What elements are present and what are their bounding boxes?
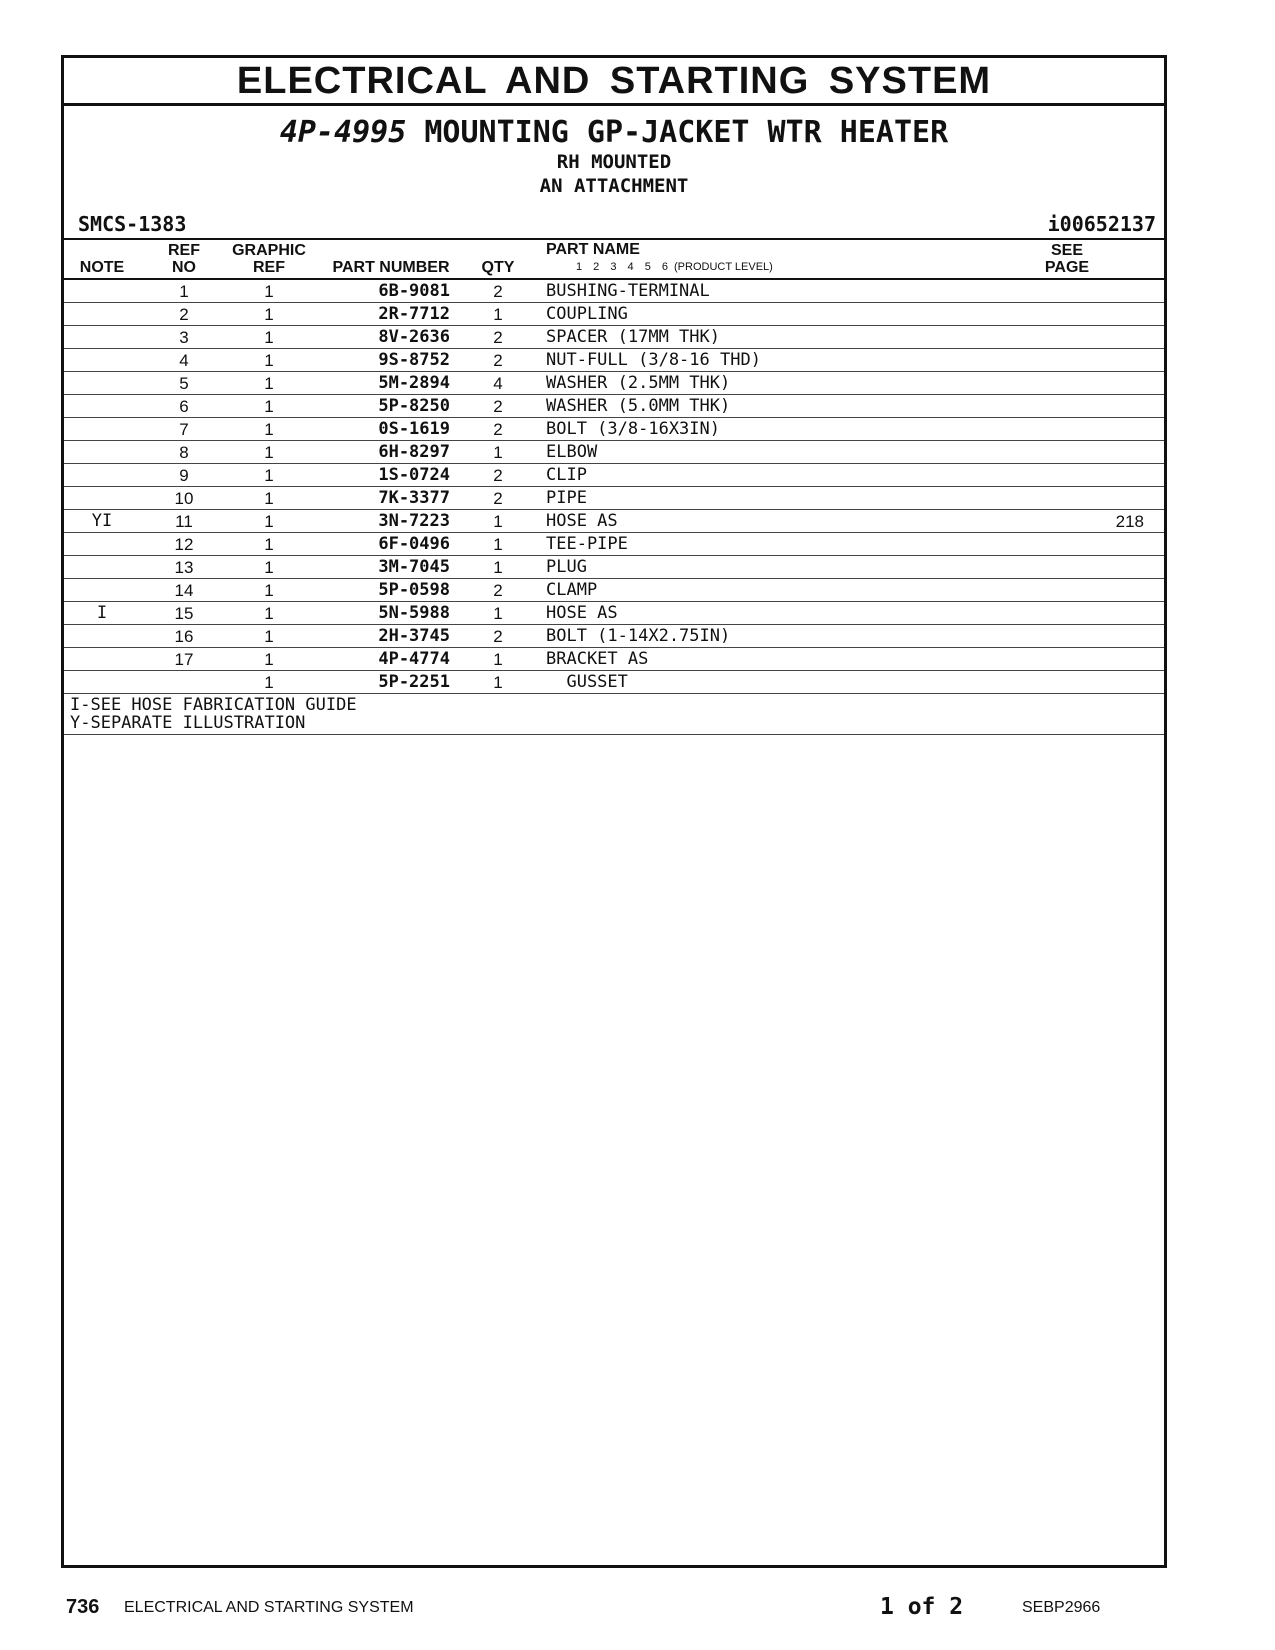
part-name-cell: ELBOW <box>546 442 598 462</box>
table-row <box>64 395 1164 418</box>
part-number-cell: 5P-8250 <box>378 396 450 416</box>
part-number-cell: 6H-8297 <box>378 442 450 462</box>
table-row <box>64 579 1164 602</box>
table-row <box>64 602 1164 625</box>
table-header <box>64 240 1164 280</box>
graphic-ref-cell: 1 <box>264 374 274 393</box>
col-see-top: SEE <box>1050 242 1083 259</box>
col-ref <box>159 242 209 276</box>
ref-no-cell: 16 <box>174 627 194 646</box>
col-qty: QTY <box>481 259 515 276</box>
col-see-page <box>1032 242 1102 276</box>
part-number-cell: 7K-3377 <box>378 488 450 508</box>
table-row <box>64 280 1164 303</box>
ref-no-cell: 1 <box>179 282 189 301</box>
ref-no-cell: 4 <box>179 351 189 370</box>
group-subtitle-2: AN ATTACHMENT <box>539 175 689 197</box>
part-number-cell: 5N-5988 <box>378 603 450 623</box>
graphic-ref-cell: 1 <box>264 581 274 600</box>
ref-no-cell: 11 <box>175 512 193 531</box>
part-name-cell: CLIP <box>546 465 587 485</box>
table-row <box>64 464 1164 487</box>
footer-section: ELECTRICAL AND STARTING SYSTEM <box>124 1599 414 1616</box>
part-number-cell: 6B-9081 <box>378 281 450 301</box>
qty-cell: 2 <box>493 351 503 370</box>
part-number-cell: 0S-1619 <box>378 419 450 439</box>
col-part-name: PART NAME <box>546 241 640 258</box>
group-number: 4P-4995 <box>279 115 407 150</box>
graphic-ref-cell: 1 <box>264 282 274 301</box>
note-cell: YI <box>91 511 113 531</box>
part-number-cell: 6F-0496 <box>378 534 450 554</box>
part-number-cell: 1S-0724 <box>378 465 450 485</box>
note-line: Y-SEPARATE ILLUSTRATION <box>70 713 306 733</box>
part-name-cell: TEE-PIPE <box>546 534 628 554</box>
parts-table-body <box>64 280 1164 694</box>
part-name-cell: BRACKET AS <box>546 649 649 669</box>
table-row <box>64 510 1164 533</box>
col-note: NOTE <box>79 259 125 276</box>
ref-no-cell: 14 <box>174 581 194 600</box>
part-name-cell: BOLT (3/8-16X3IN) <box>546 419 720 439</box>
qty-cell: 1 <box>493 650 503 669</box>
qty-cell: 1 <box>493 673 503 692</box>
part-number-cell: 9S-8752 <box>378 350 450 370</box>
ref-no-cell: 3 <box>179 328 189 347</box>
ref-no-cell: 6 <box>179 397 189 416</box>
qty-cell: 2 <box>493 489 503 508</box>
ref-no-cell: 12 <box>174 535 194 554</box>
table-row <box>64 326 1164 349</box>
qty-cell: 1 <box>493 443 503 462</box>
graphic-ref-cell: 1 <box>264 512 274 531</box>
graphic-ref-cell: 1 <box>264 604 274 623</box>
ref-no-cell: 10 <box>174 489 194 508</box>
table-row <box>64 487 1164 510</box>
part-number-cell: 5P-2251 <box>378 672 450 692</box>
part-number-cell: 5M-2894 <box>378 373 450 393</box>
table-row <box>64 533 1164 556</box>
qty-cell: 2 <box>493 420 503 439</box>
part-name-cell: GUSSET <box>546 672 628 692</box>
ref-no-cell: 2 <box>179 305 189 324</box>
graphic-ref-cell: 1 <box>264 443 274 462</box>
graphic-ref-cell: 1 <box>264 466 274 485</box>
group-title <box>64 116 1164 150</box>
qty-cell: 2 <box>493 328 503 347</box>
section-title: ELECTRICAL AND STARTING SYSTEM <box>64 58 1164 106</box>
note-line: I-SEE HOSE FABRICATION GUIDE <box>70 695 357 715</box>
qty-cell: 2 <box>493 627 503 646</box>
smcs-code: SMCS-1383 <box>78 212 187 236</box>
graphic-ref-cell: 1 <box>264 305 274 324</box>
part-number-cell: 3M-7045 <box>378 557 450 577</box>
see-page-cell: 218 <box>1115 512 1144 531</box>
part-number-cell: 2R-7712 <box>378 304 450 324</box>
note-cell: I <box>96 603 108 623</box>
table-row <box>64 556 1164 579</box>
part-name-cell: SPACER (17MM THK) <box>546 327 720 347</box>
part-name-cell: NUT-FULL (3/8-16 THD) <box>546 350 761 370</box>
qty-cell: 1 <box>493 558 503 577</box>
col-graphic-top: GRAPHIC <box>232 242 306 259</box>
product-level-label: (PRODUCT LEVEL) <box>674 261 773 273</box>
col-ref-bottom: NO <box>172 259 196 276</box>
qty-cell: 2 <box>493 397 503 416</box>
part-number-cell: 2H-3745 <box>378 626 450 646</box>
part-number-cell: 8V-2636 <box>378 327 450 347</box>
qty-cell: 1 <box>493 512 503 531</box>
ref-no-cell: 13 <box>174 558 194 577</box>
part-name-cell: PLUG <box>546 557 587 577</box>
illustration-id: i00652137 <box>1047 212 1156 236</box>
ref-no-cell: 15 <box>174 604 194 623</box>
col-graphic-ref <box>224 242 314 276</box>
part-number-cell: 4P-4774 <box>378 649 450 669</box>
graphic-ref-cell: 1 <box>264 673 274 692</box>
page-of: 1 of 2 <box>880 1594 964 1620</box>
product-level-numbers: 1 2 3 4 5 6 <box>576 261 668 273</box>
part-name-cell: PIPE <box>546 488 587 508</box>
col-part-number: PART NUMBER <box>332 259 450 276</box>
graphic-ref-cell: 1 <box>264 489 274 508</box>
part-name-cell: HOSE AS <box>546 603 618 623</box>
ref-no-cell: 9 <box>179 466 189 485</box>
notes-legend <box>64 694 1164 735</box>
ref-no-cell: 17 <box>174 650 194 669</box>
graphic-ref-cell: 1 <box>264 351 274 370</box>
group-name: MOUNTING GP-JACKET WTR HEATER <box>424 115 949 150</box>
col-graphic-bottom: REF <box>253 259 285 276</box>
col-see-bottom: PAGE <box>1044 259 1090 276</box>
qty-cell: 2 <box>493 466 503 485</box>
table-row <box>64 671 1164 694</box>
graphic-ref-cell: 1 <box>264 558 274 577</box>
part-name-cell: WASHER (2.5MM THK) <box>546 373 731 393</box>
graphic-ref-cell: 1 <box>264 627 274 646</box>
table-row <box>64 625 1164 648</box>
product-levels <box>576 261 773 273</box>
part-name-cell: WASHER (5.0MM THK) <box>546 396 731 416</box>
document-id: SEBP2966 <box>1022 1599 1101 1616</box>
parts-page-frame <box>61 55 1167 1568</box>
page-number: 736 <box>66 1596 100 1618</box>
group-subtitle-1: RH MOUNTED <box>556 151 672 173</box>
part-number-cell: 5P-0598 <box>378 580 450 600</box>
qty-cell: 1 <box>493 305 503 324</box>
graphic-ref-cell: 1 <box>264 535 274 554</box>
table-row <box>64 349 1164 372</box>
graphic-ref-cell: 1 <box>264 397 274 416</box>
part-number-cell: 3N-7223 <box>378 511 450 531</box>
part-name-cell: COUPLING <box>546 304 628 324</box>
page-footer <box>0 1594 1275 1624</box>
qty-cell: 2 <box>493 282 503 301</box>
qty-cell: 4 <box>493 374 503 393</box>
col-ref-top: REF <box>168 242 200 259</box>
table-row <box>64 418 1164 441</box>
graphic-ref-cell: 1 <box>264 328 274 347</box>
part-name-cell: BOLT (1-14X2.75IN) <box>546 626 731 646</box>
ref-no-cell: 7 <box>179 420 189 439</box>
part-name-cell: CLAMP <box>546 580 598 600</box>
table-row <box>64 648 1164 671</box>
identifier-row <box>64 210 1164 240</box>
graphic-ref-cell: 1 <box>264 420 274 439</box>
ref-no-cell: 8 <box>179 443 189 462</box>
qty-cell: 2 <box>493 581 503 600</box>
part-name-cell: HOSE AS <box>546 511 618 531</box>
part-name-cell: BUSHING-TERMINAL <box>546 281 710 301</box>
qty-cell: 1 <box>493 604 503 623</box>
table-row <box>64 303 1164 326</box>
graphic-ref-cell: 1 <box>264 650 274 669</box>
ref-no-cell: 5 <box>179 374 189 393</box>
table-row <box>64 372 1164 395</box>
qty-cell: 1 <box>493 535 503 554</box>
table-row <box>64 441 1164 464</box>
